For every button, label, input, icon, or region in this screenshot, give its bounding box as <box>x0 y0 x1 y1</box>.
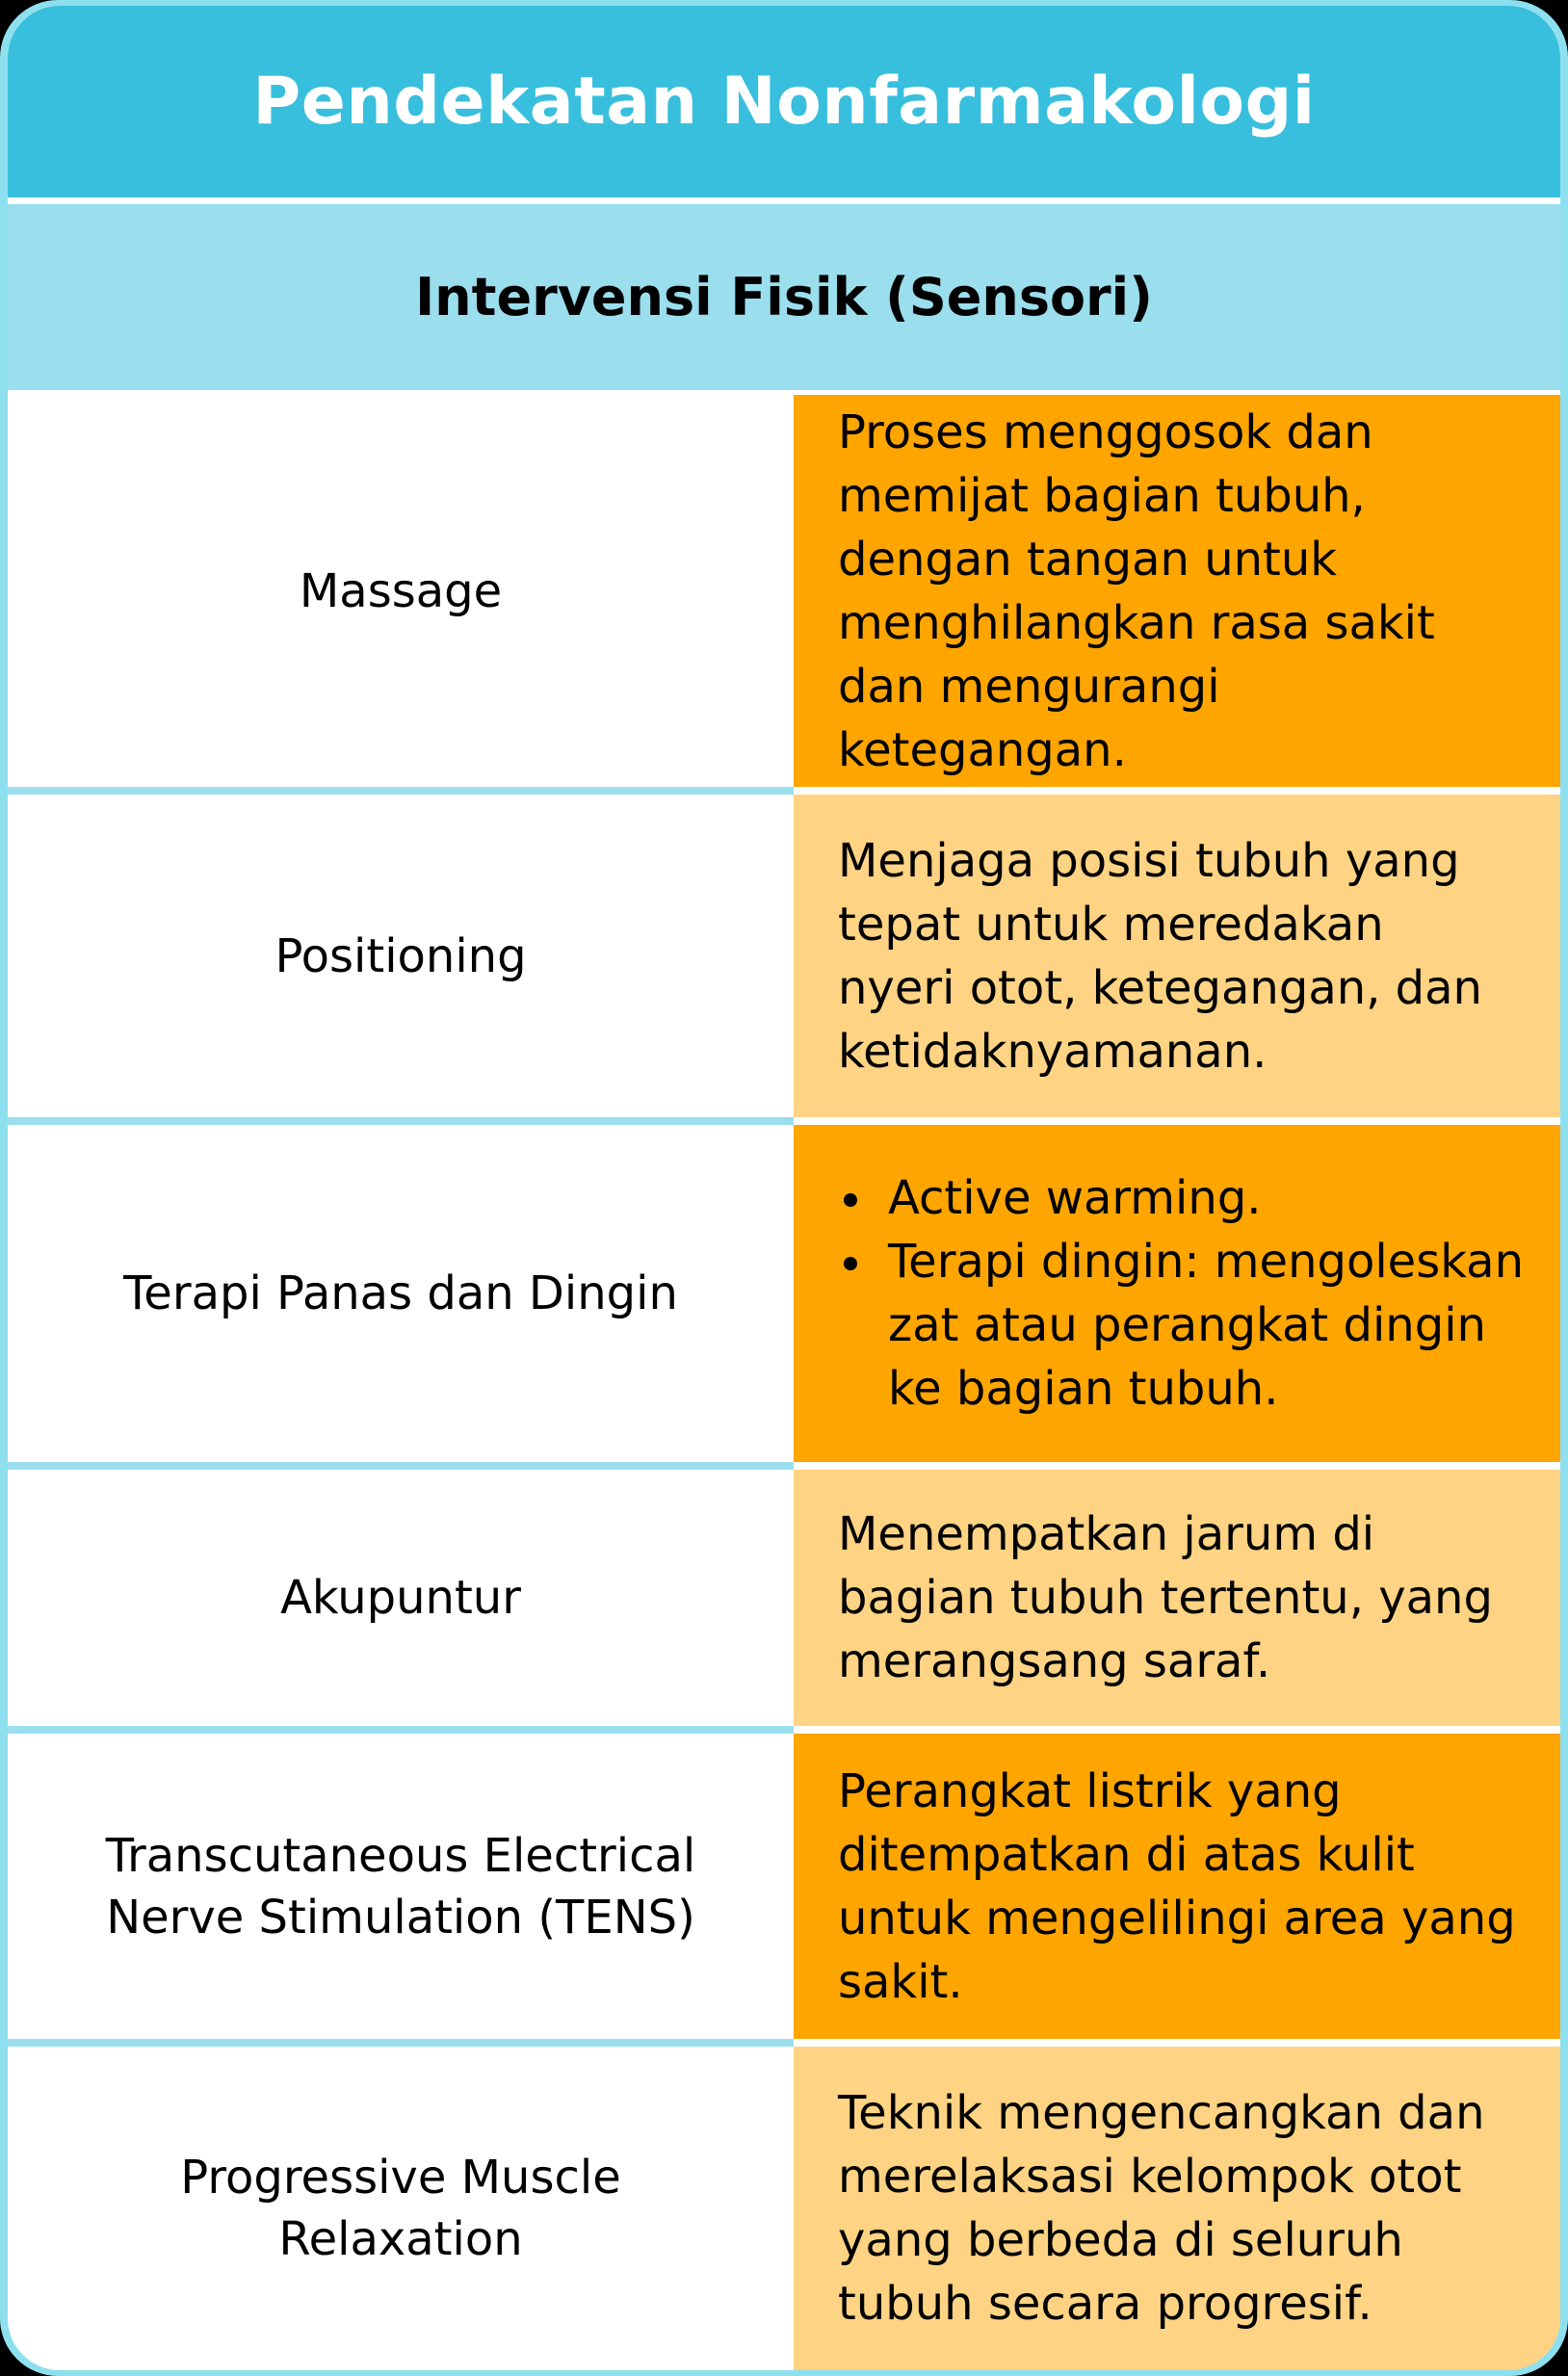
description-text: Menempatkan jarum di bagian tubuh tertentu, yang merangsang saraf. <box>838 1507 1493 1688</box>
row-description <box>794 395 1560 787</box>
page-title: Pendekatan Nonfarmakologi <box>252 64 1316 140</box>
description-text: Perangkat listrik yang ditempatkan di atas kulit untuk mengelilingi area yang sakit. <box>838 1763 1516 2009</box>
label-text: Progressive Muscle Relaxation <box>180 2151 621 2266</box>
description-text: Teknik mengencangkan dan merelaksasi kelompok otot yang berbeda di seluruh tubuh secara progresif. <box>838 2086 1485 2331</box>
row-divider <box>794 2039 1560 2047</box>
row-divider <box>8 1462 794 1470</box>
card-inner <box>8 6 1560 2370</box>
table-row-positioning <box>8 795 1560 1117</box>
subheader-band <box>8 204 1560 390</box>
section-title: Intervensi Fisik (Sensori) <box>415 267 1153 327</box>
row-label <box>8 1734 794 2039</box>
bullet-text: Terapi dingin: mengoleskan zat atau perangkat dingin ke bagian tubuh. <box>888 1235 1524 1416</box>
table-row-progressive-muscle-relaxation <box>8 2047 1560 2370</box>
row-description <box>794 2047 1560 2370</box>
row-divider <box>794 787 1560 795</box>
row-divider <box>8 2039 794 2047</box>
table-row-tens <box>8 1734 1560 2039</box>
table-row-massage <box>8 395 1560 787</box>
bullet-list <box>838 1166 1531 1421</box>
bullet-icon <box>844 1257 857 1270</box>
row-label: Positioning <box>274 928 527 983</box>
bullet-item <box>838 1230 1531 1421</box>
row-description <box>794 795 1560 1117</box>
row-description <box>794 1470 1560 1726</box>
bullet-item <box>838 1166 1531 1230</box>
row-label: Akupuntur <box>280 1571 521 1625</box>
row-divider <box>794 1117 1560 1125</box>
row-divider <box>8 787 794 795</box>
header-band <box>8 6 1560 197</box>
table-row-akupuntur <box>8 1470 1560 1726</box>
row-divider <box>794 1462 1560 1470</box>
row-label <box>8 2047 794 2370</box>
row-label: Terapi Panas dan Dingin <box>123 1266 678 1320</box>
description-text: Proses menggosok dan memijat bagian tubuh, dengan tangan untuk menghilangkan rasa sakit dan mengurangi ketegangan. <box>838 405 1435 777</box>
label-text: Transcutaneous Electrical Nerve Stimulation (TENS) <box>105 1828 696 1945</box>
row-label: Massage <box>299 563 503 618</box>
description-text: Menjaga posisi tubuh yang tepat untuk meredakan nyeri otot, ketegangan, dan ketidaknyamanan. <box>838 833 1482 1079</box>
table-row-terapi-panas-dingin <box>8 1125 1560 1462</box>
row-divider <box>794 1726 1560 1734</box>
row-divider <box>8 1726 794 1734</box>
bullet-icon <box>844 1193 857 1207</box>
row-description <box>794 1734 1560 2039</box>
bullet-text: Active warming. <box>888 1171 1262 1225</box>
row-divider <box>8 1117 794 1125</box>
row-description <box>794 1125 1560 1462</box>
